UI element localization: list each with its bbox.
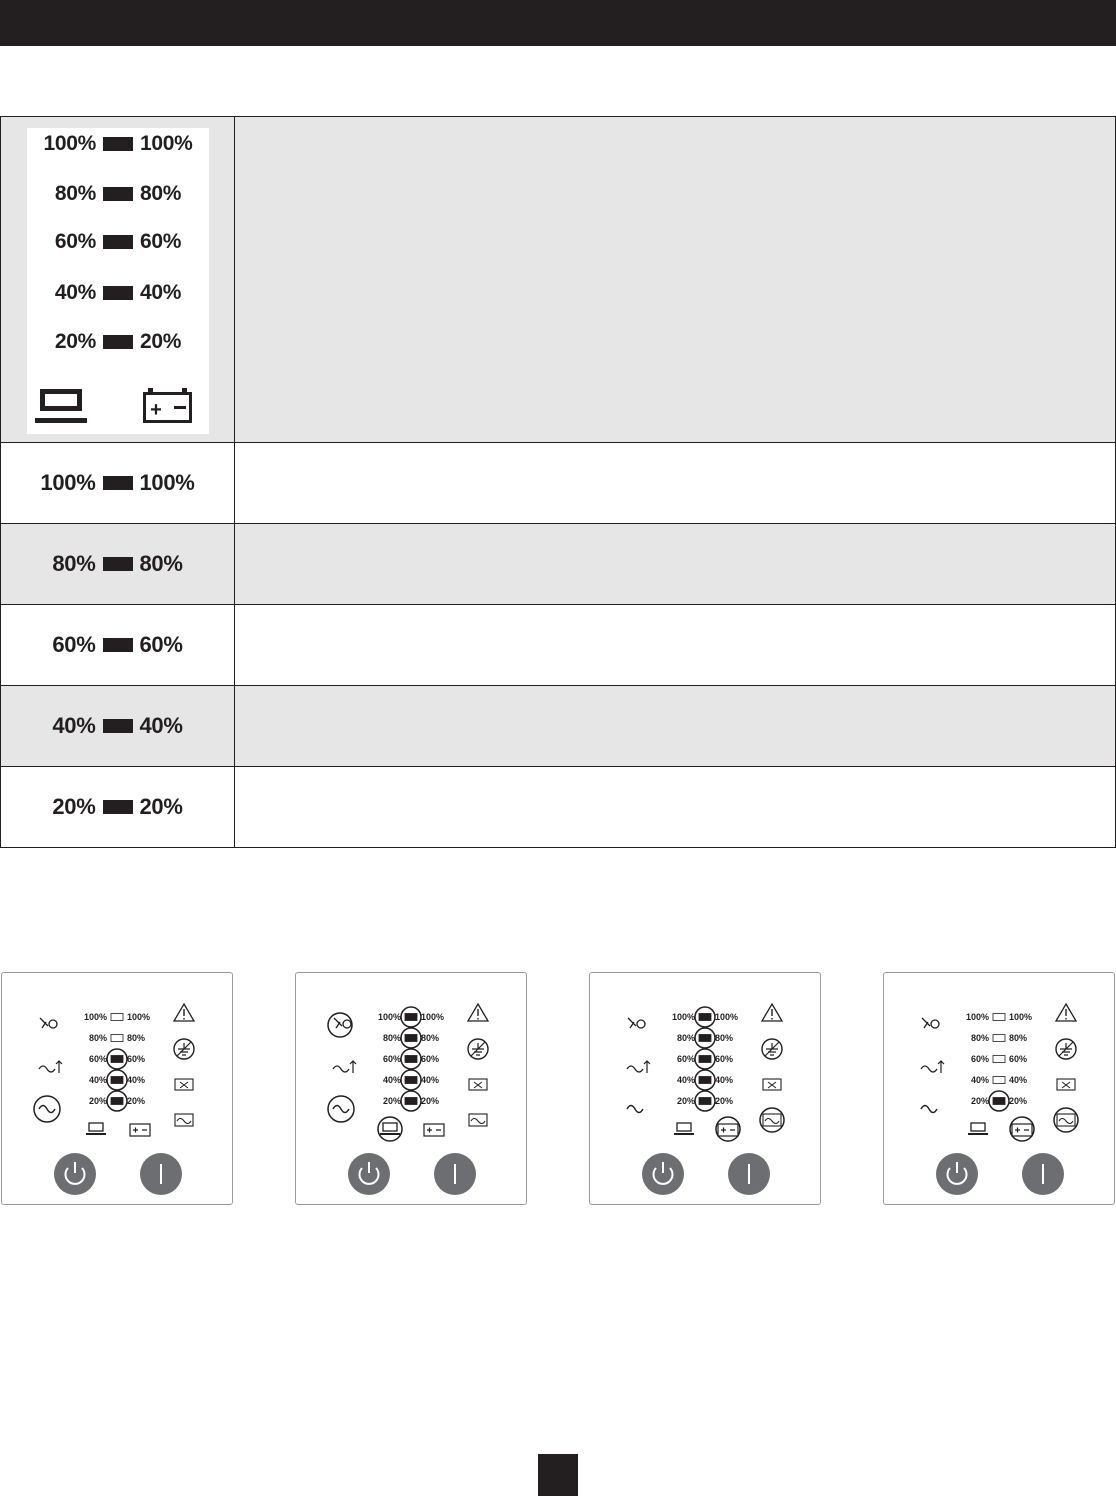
led-bar: [103, 137, 133, 151]
led-bar: [103, 476, 133, 490]
svg-text:40%: 40%: [382, 1075, 401, 1085]
front-panel-example: [589, 972, 821, 1205]
computer-load-icon: [674, 1123, 694, 1135]
led-description-table: [0, 116, 1116, 848]
led-bar: [103, 335, 133, 349]
ac-input-icon: [34, 1096, 60, 1122]
tower-off-icon: [922, 1018, 939, 1028]
svg-text:100%: 100%: [715, 1012, 739, 1022]
svg-text:40%: 40%: [1009, 1075, 1028, 1085]
site-wiring-fault-icon: [1056, 1039, 1076, 1059]
level-label-right: 40%: [139, 713, 183, 738]
ac-temperature-icon: [333, 1061, 356, 1073]
level-label-right: 40%: [140, 281, 182, 304]
panel-level-row: [677, 1028, 733, 1048]
svg-text:80%: 80%: [421, 1033, 440, 1043]
svg-text:60%: 60%: [676, 1054, 695, 1064]
row-icon-cell: [1, 524, 235, 605]
panel-level-row: [378, 1007, 444, 1027]
svg-text:80%: 80%: [1009, 1033, 1028, 1043]
ac-temperature-icon: [39, 1061, 62, 1073]
panel-level-row: [971, 1033, 1027, 1043]
svg-text:40%: 40%: [715, 1075, 734, 1085]
power-off-button-icon: [348, 1153, 390, 1195]
svg-text:40%: 40%: [127, 1075, 146, 1085]
panel-level-row: [383, 1028, 439, 1048]
led-bar: [103, 719, 133, 733]
ac-temperature-icon: [627, 1061, 650, 1073]
row-icon-cell: [1, 605, 235, 686]
level-label-left: 100%: [43, 132, 96, 155]
battery-icon: [424, 1124, 444, 1136]
panel-level-row: [383, 1049, 439, 1069]
svg-text:20%: 20%: [421, 1096, 440, 1106]
led-bar: [103, 286, 133, 300]
level-indicator: [1, 686, 234, 766]
panel-level-row: [966, 1012, 1032, 1022]
computer-load-icon: [378, 1117, 402, 1141]
svg-text:40%: 40%: [970, 1075, 989, 1085]
warning-icon: [468, 1004, 488, 1021]
level-indicator: [1, 524, 234, 604]
level-label-right: 80%: [139, 551, 183, 576]
level-label-left: 20%: [54, 330, 96, 353]
tower-off-icon: [40, 1018, 57, 1028]
svg-text:60%: 60%: [715, 1054, 734, 1064]
inverter-icon: [760, 1108, 784, 1132]
level-label-right: 100%: [139, 470, 195, 495]
computer-load-icon: [86, 1123, 106, 1135]
panel-level-row: [672, 1007, 738, 1027]
panel-level-row: [89, 1033, 145, 1043]
svg-text:80%: 80%: [970, 1033, 989, 1043]
svg-text:100%: 100%: [671, 1012, 695, 1022]
site-wiring-fault-icon: [762, 1039, 782, 1059]
panel-level-row: [383, 1091, 439, 1111]
legend-level: [27, 281, 209, 305]
load-battery-row: [1, 524, 1116, 605]
svg-text:+: +: [150, 399, 162, 421]
level-label-left: 100%: [40, 470, 96, 495]
row-description: [235, 443, 1116, 524]
level-label-left: 40%: [52, 713, 96, 738]
panel-level-row: [383, 1070, 439, 1090]
level-indicator: [1, 443, 234, 523]
front-panel-example: [1, 972, 233, 1205]
row-description: [235, 605, 1116, 686]
ac-input-icon: [328, 1096, 354, 1122]
svg-text:60%: 60%: [421, 1054, 440, 1064]
panel-drawing: [2, 973, 232, 1204]
computer-load-icon: [35, 389, 87, 423]
level-label-left: 60%: [54, 230, 96, 253]
front-panel-example: [883, 972, 1115, 1205]
load-battery-row: [1, 686, 1116, 767]
panel-level-row: [677, 1091, 733, 1111]
legend-cell: [1, 117, 235, 443]
row-icon-cell: [1, 443, 235, 524]
legend-level: [27, 132, 209, 156]
svg-text:40%: 40%: [676, 1075, 695, 1085]
svg-text:80%: 80%: [715, 1033, 734, 1043]
svg-text:80%: 80%: [676, 1033, 695, 1043]
svg-text:80%: 80%: [382, 1033, 401, 1043]
svg-text:20%: 20%: [1009, 1096, 1028, 1106]
level-label-right: 80%: [140, 182, 182, 205]
led-bar: [103, 800, 133, 814]
level-label-left: 20%: [52, 794, 96, 819]
battery-icon: [145, 388, 191, 422]
level-label-right: 60%: [139, 632, 183, 657]
led-bar: [103, 187, 133, 201]
panel-level-row: [971, 1091, 1027, 1111]
load-battery-row: [1, 605, 1116, 686]
svg-text:40%: 40%: [421, 1075, 440, 1085]
svg-text:20%: 20%: [715, 1096, 734, 1106]
power-on-button-icon: [434, 1153, 476, 1195]
svg-text:60%: 60%: [88, 1054, 107, 1064]
svg-text:100%: 100%: [965, 1012, 989, 1022]
power-on-button-icon: [140, 1153, 182, 1195]
level-label-left: 60%: [52, 632, 96, 657]
ac-temperature-icon: [921, 1061, 944, 1073]
replace-battery-icon: [1057, 1079, 1075, 1090]
svg-text:100%: 100%: [1009, 1012, 1033, 1022]
replace-battery-icon: [763, 1079, 781, 1090]
warning-icon: [762, 1004, 782, 1021]
svg-text:20%: 20%: [382, 1096, 401, 1106]
page-number-tab: [538, 1454, 578, 1496]
row-icon-cell: [1, 686, 235, 767]
power-on-button-icon: [728, 1153, 770, 1195]
battery-icon: [1010, 1117, 1034, 1141]
level-indicator: [1, 767, 234, 847]
row-description: [235, 767, 1116, 848]
led-bar: [103, 638, 133, 652]
svg-text:80%: 80%: [127, 1033, 146, 1043]
inverter-icon: [175, 1114, 193, 1126]
svg-text:40%: 40%: [88, 1075, 107, 1085]
legend-description: [235, 117, 1116, 443]
power-off-button-icon: [642, 1153, 684, 1195]
led-legend: [27, 128, 209, 434]
panel-level-row: [84, 1012, 150, 1022]
replace-battery-icon: [175, 1079, 193, 1090]
site-wiring-fault-icon: [174, 1039, 194, 1059]
svg-text:80%: 80%: [88, 1033, 107, 1043]
site-wiring-fault-icon: [468, 1039, 488, 1059]
svg-text:20%: 20%: [970, 1096, 989, 1106]
legend-level: [27, 182, 209, 206]
level-label-right: 20%: [139, 794, 183, 819]
panel-level-row: [89, 1091, 145, 1111]
tower-off-icon: [628, 1018, 645, 1028]
svg-text:60%: 60%: [970, 1054, 989, 1064]
panel-level-row: [677, 1070, 733, 1090]
svg-text:20%: 20%: [127, 1096, 146, 1106]
svg-text:20%: 20%: [676, 1096, 695, 1106]
panel-drawing: [884, 973, 1114, 1204]
svg-text:100%: 100%: [421, 1012, 445, 1022]
warning-icon: [1056, 1004, 1076, 1021]
level-label-right: 60%: [140, 230, 182, 253]
tower-off-icon: [328, 1013, 352, 1037]
front-panel-example: [295, 972, 527, 1205]
panel-level-row: [89, 1049, 145, 1069]
panel-level-row: [971, 1075, 1027, 1085]
legend-row: [1, 117, 1116, 443]
battery-icon: [716, 1117, 740, 1141]
header-bar: [0, 0, 1116, 46]
svg-text:60%: 60%: [382, 1054, 401, 1064]
power-off-button-icon: [936, 1153, 978, 1195]
level-label-right: 100%: [140, 132, 193, 155]
legend-level: [27, 230, 209, 254]
svg-text:60%: 60%: [127, 1054, 146, 1064]
computer-load-icon: [968, 1123, 988, 1135]
panel-level-row: [677, 1049, 733, 1069]
replace-battery-icon: [469, 1079, 487, 1090]
level-label-left: 40%: [54, 281, 96, 304]
level-label-left: 80%: [52, 551, 96, 576]
power-off-button-icon: [54, 1153, 96, 1195]
legend-level: [27, 330, 209, 354]
row-description: [235, 686, 1116, 767]
svg-text:100%: 100%: [377, 1012, 401, 1022]
svg-text:60%: 60%: [1009, 1054, 1028, 1064]
power-on-button-icon: [1022, 1153, 1064, 1195]
led-bar: [103, 235, 133, 249]
inverter-icon: [469, 1114, 487, 1126]
ac-input-icon: [627, 1106, 643, 1113]
load-battery-row: [1, 767, 1116, 848]
panel-drawing: [296, 973, 526, 1204]
level-label-left: 80%: [54, 182, 96, 205]
panel-level-row: [971, 1054, 1027, 1064]
warning-icon: [174, 1004, 194, 1021]
led-bar: [103, 557, 133, 571]
row-description: [235, 524, 1116, 605]
load-battery-row: [1, 443, 1116, 524]
ac-input-icon: [921, 1106, 937, 1113]
panel-drawing: [590, 973, 820, 1204]
battery-icon: [130, 1124, 150, 1136]
row-icon-cell: [1, 767, 235, 848]
inverter-icon: [1054, 1108, 1078, 1132]
level-indicator: [1, 605, 234, 685]
level-label-right: 20%: [140, 330, 182, 353]
svg-text:100%: 100%: [83, 1012, 107, 1022]
panel-level-row: [89, 1070, 145, 1090]
svg-text:20%: 20%: [88, 1096, 107, 1106]
svg-text:100%: 100%: [127, 1012, 151, 1022]
